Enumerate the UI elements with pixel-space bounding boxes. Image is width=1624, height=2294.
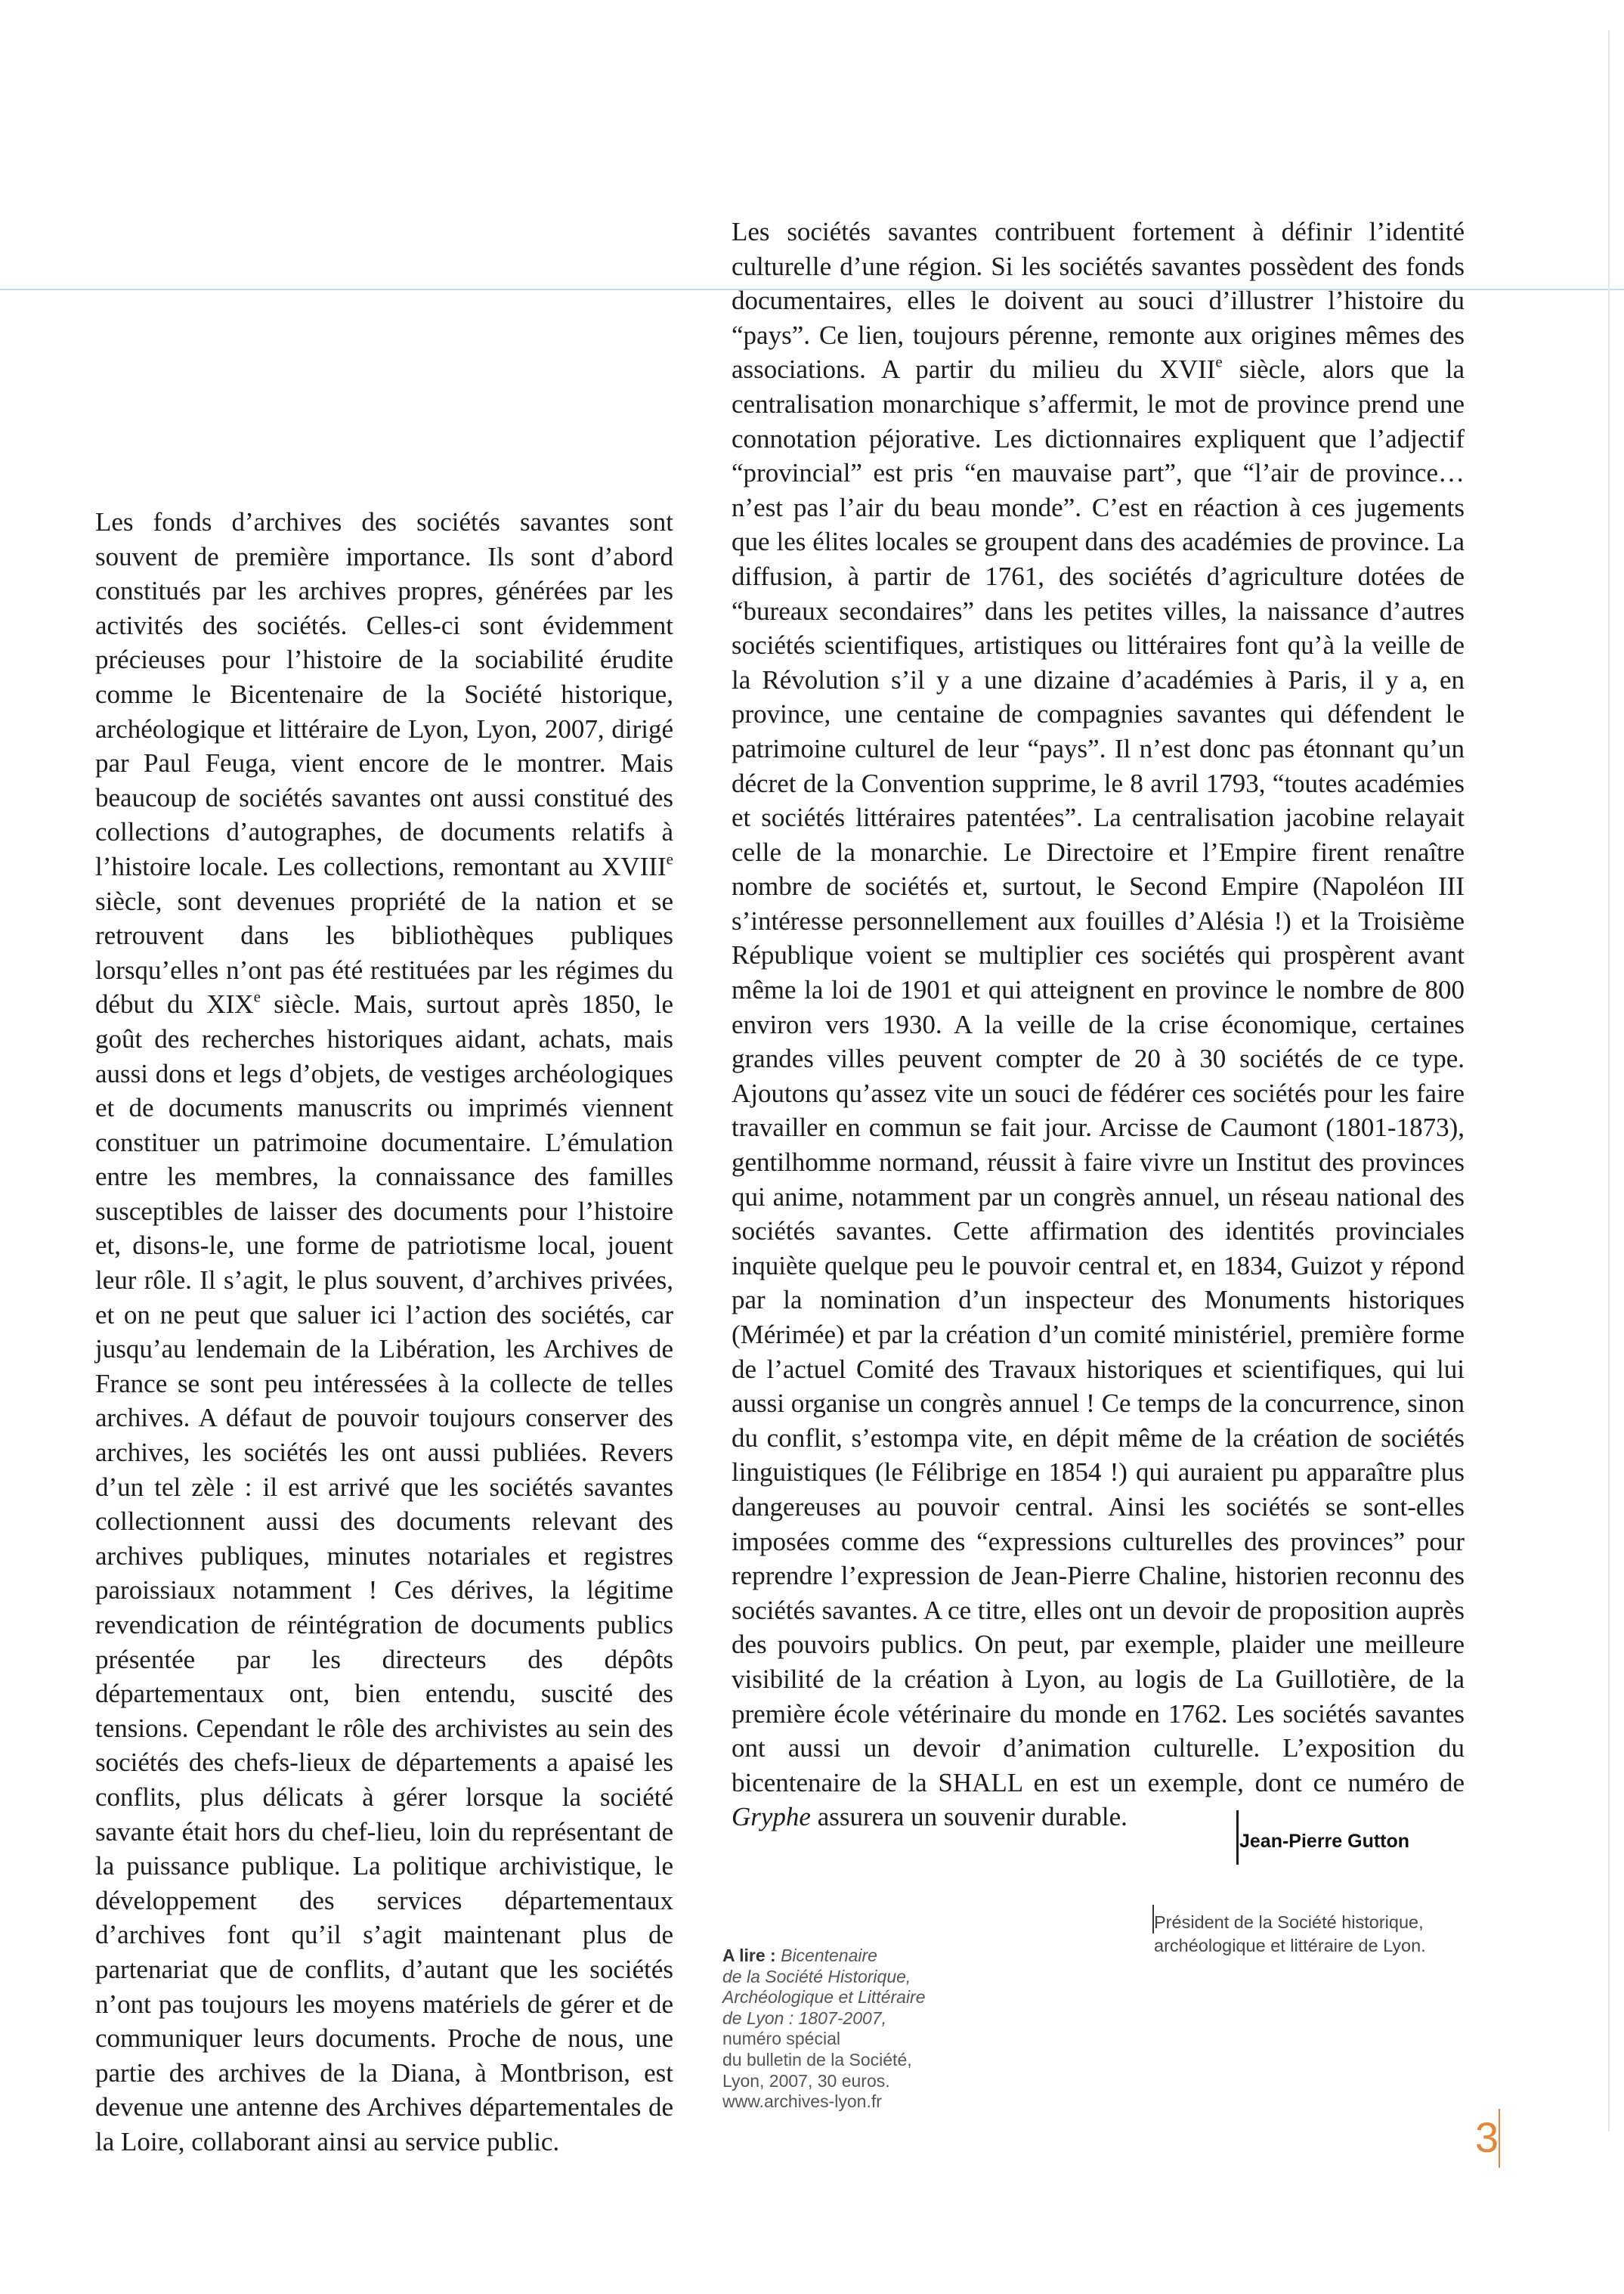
author-signature: Jean-Pierre Gutton (1239, 1831, 1410, 1852)
article-paragraph-left: Les fonds d’archives des sociétés savantes sont souvent de première importance. Ils sont d’abord constitués par les archives propres, générées par les activités des sociétés. Celles-ci sont évidemment précieuses pour l’histoire de la sociabilité érudite comme le Bicentenaire de la Société historique, archéologique et littéraire de Lyon, Lyon, 2007, dirigé par Paul Feuga, vient encore de le montrer. Mais beaucoup de sociétés savantes ont aussi constitué des collections d’autographes, de documents relatifs à l’histoire locale. Les collections, remontant au XVIIIe siècle, sont devenues propriété de la nation et se retrouvent dans les bibliothèques publiques lorsqu’elles n’ont pas été restituées par les régimes du début du XIXe siècle. Mais, surtout après 1850, le goût des recherches historiques aidant, achats, mais aussi dons et legs d’objets, de vestiges archéologiques et de documents manuscrits ou imprimés viennent constituer un patrimoine documentaire. L’émulation entre les membres, la connaissance des familles susceptibles de laisser des documents pour l’histoire et, disons-le, une forme de patriotisme local, jouent leur rôle. Il s’agit, le plus souvent, d’archives privées, et on ne peut que saluer ici l’action des sociétés, car jusqu’au lendemain de la Libération, les Archives de France se sont peu intéressées à la collecte de telles archives. A défaut de pouvoir toujours conserver des archives, les sociétés les ont aussi publiées. Revers d’un tel zèle : il est arrivé que les sociétés savantes collectionnent aussi des documents relevant des archives publiques, minutes notariales et registres paroissiaux notamment ! Ces dérives, la légitime revendication de réintégration de documents publics présentée par les directeurs des dépôts départementaux ont, bien entendu, suscité des tensions. Cependant le rôle des archivistes au sein des sociétés des chefs-lieux de départements a apaisé les conflits, plus délicats à gérer lorsque la société savante était hors du chef-lieu, loin du représentant de la puissance publique. La politique archivistique, le développement des services départementaux d’archives font qu’il s’agit maintenant plus de partenariat que de conflits, d’autant que les sociétés n’ont pas toujours les moyens matériels de gérer et de communiquer leurs documents. Proche de nous, une partie des archives de la Diana, à Montbrison, est devenue une antenne des Archives départementales de la Loire, collaborant ainsi au service public. (95, 507, 673, 2156)
reading-note-url: www.archives-lyon.fr (722, 2091, 882, 2112)
article-column-right (732, 215, 1465, 1834)
signature-divider (1236, 1810, 1239, 1865)
page-number: 3 (1475, 2113, 1499, 2161)
author-role: Président de la Société historique, archéologique et littéraire de Lyon. (1154, 1912, 1426, 1955)
reading-note-label: A lire : (722, 1946, 776, 1965)
reading-note: A lire : Bicentenaire de la Société Historique, Archéologique et Littéraire de Lyon : 1807-2007, numéro spécial du bulletin de la Société, Lyon, 2007, 30 euros. www.archives-lyon.fr (722, 1946, 1010, 2113)
article-paragraph-right: Les sociétés savantes contribuent fortement à définir l’identité culturelle d’une région. Si les sociétés savantes possèdent des fonds documentaires, elles le doivent au souci d’illustrer l’histoire du “pays”. Ce lien, toujours pérenne, remonte aux origines mêmes des associations. A partir du milieu du XVIIe siècle, alors que la centralisation monarchique s’affermit, le mot de province prend une connotation péjorative. Les dictionnaires expliquent que l’adjectif “provincial” est pris “en mauvaise part”, que “l’air de province… n’est pas l’air du beau monde”. C’est en réaction à ces jugements que les élites locales se groupent dans des académies de province. La diffusion, à partir de 1761, des sociétés d’agriculture dotées de “bureaux secondaires” dans les petites villes, la naissance d’autres sociétés scientifiques, artistiques ou littéraires font qu’à la veille de la Révolution s’il y a une dizaine d’académies à Paris, il y a, en province, une centaine de compagnies savantes qui défendent le patrimoine culturel de leur “pays”. Il n’est donc pas étonnant qu’un décret de la Convention supprime, le 8 avril 1793, “toutes académies et sociétés littéraires patentées”. La centralisation jacobine relayait celle de la monarchie. Le Directoire et l’Empire firent renaître nombre de sociétés et, surtout, le Second Empire (Napoléon III s’intéresse personnellement aux fouilles d’Alésia !) et la Troisième République voient se multiplier ces sociétés qui prospèrent avant même la loi de 1901 et qui atteignent en province le nombre de 800 environ vers 1930. A la veille de la crise économique, certaines grandes villes peuvent compter de 20 à 30 sociétés de ce type. Ajoutons qu’assez vite un souci de fédérer ces sociétés pour les faire travailler en commun se fait jour. Arcisse de Caumont (1801-1873), gentilhomme normand, réussit à faire vivre un Institut des provinces qui anime, notamment par un congrès annuel, un réseau national des sociétés savantes. Cette affirmation des identités provinciales inquiète quelque peu le pouvoir central et, en 1834, Guizot y répond par la nomination d’un inspecteur des Monuments historiques (Mérimée) et par la création d’un comité ministériel, première forme de l’actuel Comité des Travaux historiques et scientifiques, qui lui aussi organise un congrès annuel ! Ce temps de la concurrence, sinon du conflit, s’estompa vite, en dépit même de la création de sociétés linguistiques (le Félibrige en 1854 !) qui auraient pu apparaître plus dangereuses au pouvoir central. Ainsi les sociétés se sont-elles imposées comme des “expressions culturelles des provinces” pour reprendre l’expression de Jean-Pierre Chaline, historien reconnu des sociétés savantes. A ce titre, elles ont un devoir de proposition auprès des pouvoirs publics. On peut, par exemple, plaider une meilleure visibilité de la création à Lyon, au logis de La Guillotière, de la première école vétérinaire du monde en 1762. Les sociétés savantes ont aussi un devoir d’animation culturelle. L’exposition du bicentenaire de la SHALL en est un exemple, dont ce numéro de Gryphe assurera un souvenir durable. (732, 217, 1465, 1832)
article-column-left (95, 505, 673, 2159)
journal-title: Gryphe (732, 1802, 811, 1832)
page-edge-line (1608, 30, 1610, 2131)
page-number-bar (1499, 2109, 1500, 2168)
